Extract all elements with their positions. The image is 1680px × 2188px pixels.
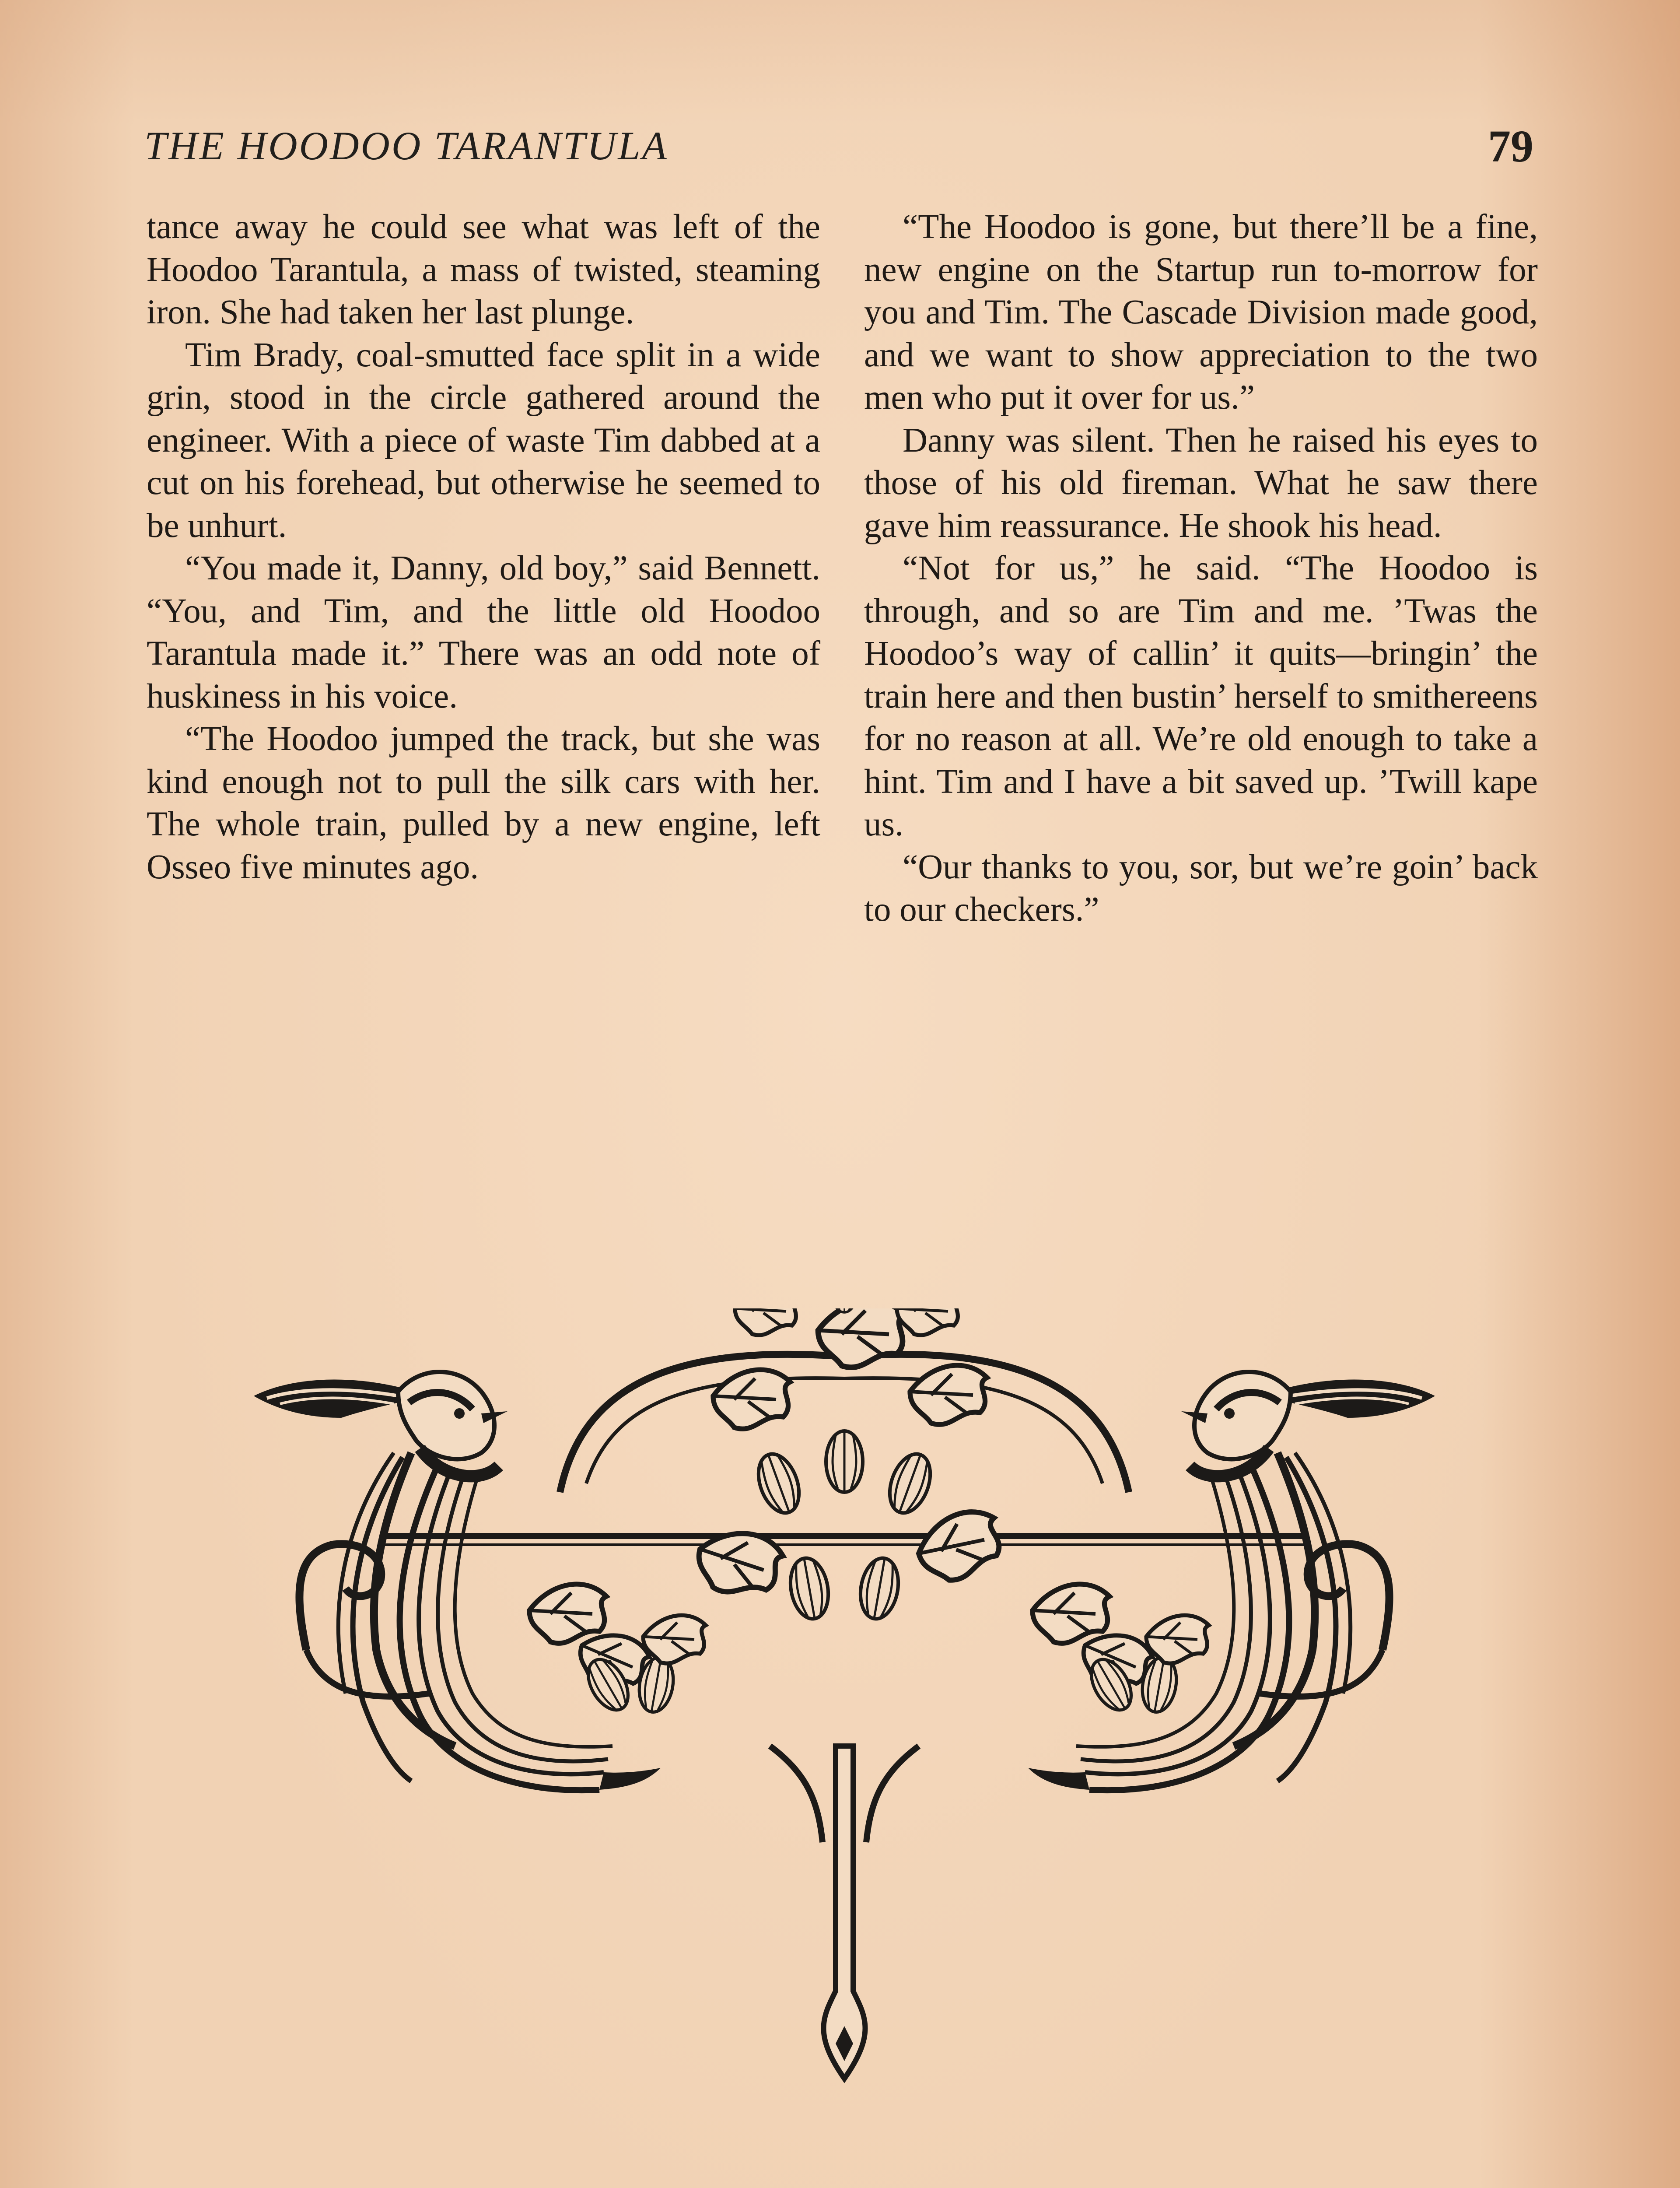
decorative-birds-ornament	[254, 1308, 1435, 2105]
paragraph: “The Hoodoo is gone, but there’ll be a fine, new engine on the Startup run to-morrow for you and Tim. The Cascade Division made good, and we want to show appreciation to the two men who put it over for us.”	[864, 208, 1538, 417]
right-column	[864, 206, 1538, 931]
paragraph: “Not for us,” he said. “The Hoodoo is through, and so are Tim and me. ’Twas the Hoodoo’s way of callin’ it quits—bringin’ the train here and then bustin’ herself to smithereens for no reason at all. We’re old enough to take a hint. Tim and I have a bit saved up. ’Twill kape us.	[864, 549, 1538, 843]
paragraph: tance away he could see what was left of the Hoodoo Tarantula, a mass of twisted, steaming iron. She had taken her last plunge.	[147, 208, 820, 331]
paragraph: “The Hoodoo jumped the track, but she was kind enough not to pull the silk cars with her. The whole train, pulled by a new engine, left Osseo five minutes ago.	[147, 720, 820, 886]
running-title: THE HOODOO TARANTULA	[144, 123, 668, 168]
page-number: 79	[1488, 121, 1533, 172]
paragraph: Tim Brady, coal-smutted face split in a wide grin, stood in the circle gathered around the engineer. With a piece of waste Tim dabbed at a cut on his forehead, but otherwise he seemed to be unhurt.	[147, 336, 820, 545]
paragraph: “You made it, Danny, old boy,” said Bennett. “You, and Tim, and the little old Hoodoo Tarantula made it.” There was an odd note of huskiness in his voice.	[147, 549, 820, 715]
left-column	[147, 206, 820, 888]
paragraph: Danny was silent. Then he raised his eyes to those of his old fireman. What he saw there gave him reassurance. He shook his head.	[864, 421, 1538, 545]
paragraph: “Our thanks to you, sor, but we’re goin’ back to our checkers.”	[864, 848, 1538, 929]
